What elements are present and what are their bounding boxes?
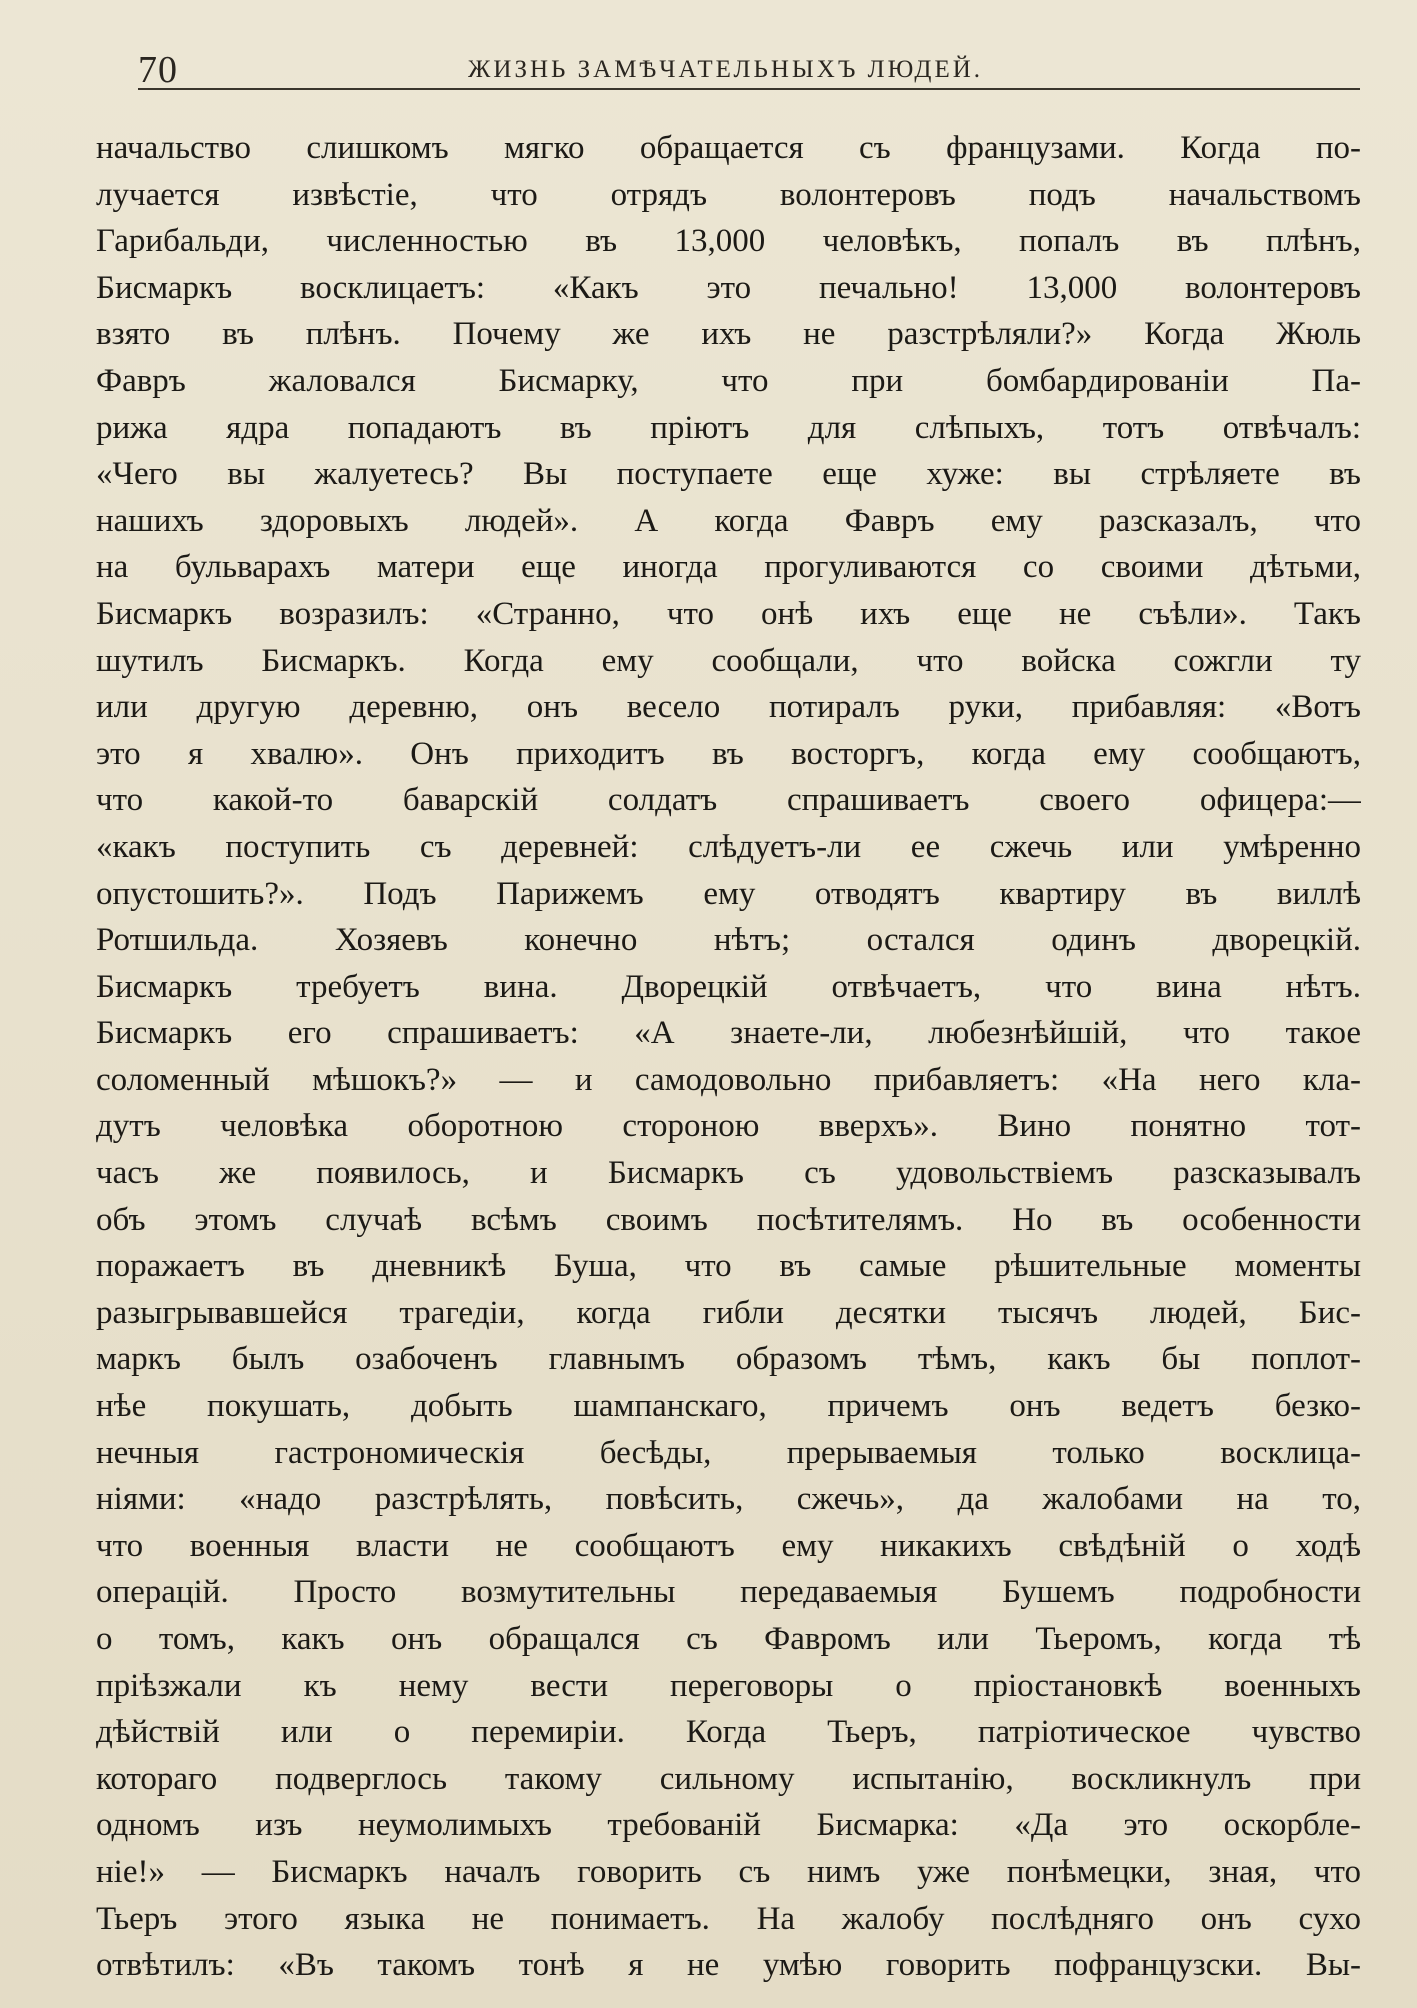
text-line: «какъ поступить съ деревней: слѣдуетъ-ли ее сжечь или умѣренно: [96, 828, 1361, 865]
text-line: Бисмаркъ требуетъ вина. Дворецкій отвѣчаетъ, что вина нѣтъ.: [96, 968, 1361, 1005]
running-head: ЖИЗНЬ ЗАМѢЧАТЕЛЬНЫХЪ ЛЮДЕЙ.: [468, 56, 984, 83]
text-line: ніе!» — Бисмаркъ началъ говорить съ нимъ уже понѣмецки, зная, что: [96, 1853, 1361, 1890]
text-line: часъ же появилось, и Бисмаркъ съ удовольствіемъ разсказывалъ: [96, 1155, 1361, 1192]
text-line: Бисмаркъ его спрашиваетъ: «А знаете-ли, любезнѣйшій, что такое: [96, 1015, 1361, 1052]
text-line: дѣйствій или о перемиріи. Когда Тьеръ, патріотическое чувство: [96, 1714, 1361, 1751]
page-header: [138, 48, 1358, 91]
text-line: «Чего вы жалуетесь? Вы поступаете еще хуже: вы стрѣляете въ: [96, 456, 1361, 493]
text-line: Бисмаркъ возразилъ: «Странно, что онѣ ихъ еще не съѣли». Такъ: [96, 595, 1361, 632]
header-rule: [138, 88, 1360, 90]
text-line: отвѣтилъ: «Въ такомъ тонѣ я не умѣю говорить пофранцузски. Вы-: [96, 1947, 1361, 1984]
text-line: Тьеръ этого языка не понимаетъ. На жалобу послѣдняго онъ сухо: [96, 1900, 1361, 1937]
text-line: одномъ изъ неумолимыхъ требованій Бисмарка: «Да это оскорбле-: [96, 1807, 1361, 1844]
text-line: дутъ человѣка оборотною стороною вверхъ». Вино понятно тот-: [96, 1108, 1361, 1145]
text-line: котораго подверглось такому сильному испытанію, воскликнулъ при: [96, 1760, 1361, 1797]
text-line: разыгрывавшейся трагедіи, когда гибли десятки тысячъ людей, Бис-: [96, 1294, 1361, 1331]
text-line: Фавръ жаловался Бисмарку, что при бомбардированіи Па-: [96, 362, 1361, 399]
text-line: Ротшильда. Хозяевъ конечно нѣтъ; остался одинъ дворецкій.: [96, 922, 1361, 959]
text-line: Гарибальди, численностью въ 13,000 человѣкъ, попалъ въ плѣнъ,: [96, 223, 1361, 260]
text-line: начальство слишкомъ мягко обращается съ французами. Когда по-: [96, 130, 1361, 166]
text-line: ніями: «надо разстрѣлять, повѣсить, сжечь», да жалобами на то,: [96, 1481, 1361, 1518]
text-line: или другую деревню, онъ весело потиралъ руки, прибавляя: «Вотъ: [96, 689, 1361, 726]
text-line: объ этомъ случаѣ всѣмъ своимъ посѣтителямъ. Но въ особенности: [96, 1201, 1361, 1238]
text-line: что военныя власти не сообщаютъ ему никакихъ свѣдѣній о ходѣ: [96, 1527, 1361, 1564]
text-line: на бульварахъ матери еще иногда прогуливаются со своими дѣтьми,: [96, 549, 1361, 586]
page-number: 70: [138, 49, 178, 91]
text-line: о томъ, какъ онъ обращался съ Фавромъ или Тьеромъ, когда тѣ: [96, 1621, 1361, 1657]
text-line: нашихъ здоровыхъ людей». А когда Фавръ ему разсказалъ, что: [96, 502, 1361, 539]
text-line: рижа ядра попадаютъ въ пріютъ для слѣпыхъ, тотъ отвѣчалъ:: [96, 409, 1361, 446]
text-line: маркъ былъ озабоченъ главнымъ образомъ тѣмъ, какъ бы поплот-: [96, 1341, 1361, 1378]
text-line: что какой-то баварскій солдатъ спрашиваетъ своего офицера:—: [96, 782, 1361, 819]
body-text: [96, 125, 1361, 1989]
text-line: поражаетъ въ дневникѣ Буша, что въ самые рѣшительные моменты: [96, 1248, 1361, 1285]
text-line: это я хвалю». Онъ приходитъ въ восторгъ, когда ему сообщаютъ,: [96, 735, 1361, 772]
text-line: взято въ плѣнъ. Почему же ихъ не разстрѣляли?» Когда Жюль: [96, 316, 1361, 353]
text-line: нѣе покушать, добыть шампанскаго, причемъ онъ ведетъ безко-: [96, 1388, 1361, 1425]
text-line: операцій. Просто возмутительны передаваемыя Бушемъ подробности: [96, 1574, 1361, 1611]
text-line: опустошить?». Подъ Парижемъ ему отводятъ квартиру въ виллѣ: [96, 875, 1361, 912]
text-line: пріѣзжали къ нему вести переговоры о пріостановкѣ военныхъ: [96, 1667, 1361, 1704]
text-line: соломенный мѣшокъ?» — и самодовольно прибавляетъ: «На него кла-: [96, 1061, 1361, 1098]
text-line: лучается извѣстіе, что отрядъ волонтеровъ подъ начальствомъ: [96, 176, 1361, 213]
text-line: шутилъ Бисмаркъ. Когда ему сообщали, что войска сожгли ту: [96, 642, 1361, 679]
text-line: нечныя гастрономическія бесѣды, прерываемыя только восклица-: [96, 1434, 1361, 1471]
text-line: Бисмаркъ восклицаетъ: «Какъ это печально! 13,000 волонтеровъ: [96, 269, 1361, 306]
